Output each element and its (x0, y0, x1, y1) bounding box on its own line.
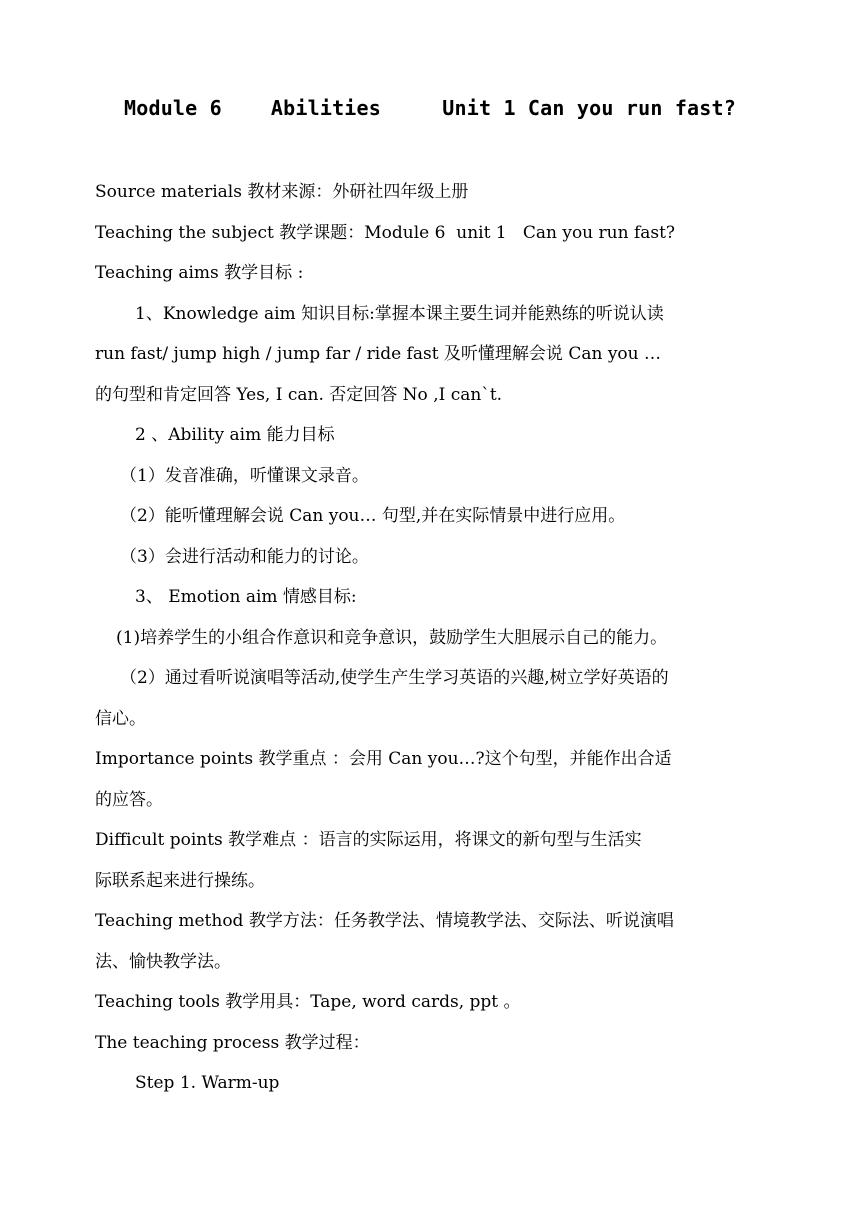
ability-aim-item-2: （2）能听懂理解会说 Can you… 句型,并在实际情景中进行应用。 (120, 506, 626, 526)
importance-points-line: Importance points 教学重点 ：会用 Can you…?这个句型，并能作出合适 (95, 749, 672, 769)
source-materials-line: Source materials 教材来源：外研社四年级上册 (95, 182, 469, 202)
emotion-aim-heading: 3、 Emotion aim 情感目标: (135, 587, 357, 607)
knowledge-aim-line: 1、Knowledge aim 知识目标:掌握本课主要生词并能熟练的听说认读 (135, 304, 664, 324)
difficult-points-line-2: 际联系起来进行操练。 (95, 871, 265, 891)
knowledge-aim-line-3: 的句型和肯定回答 Yes, I can. 否定回答 No ,I can`t. (95, 385, 503, 405)
teaching-subject-line: Teaching the subject 教学课题：Module 6 unit 1 Can you run fast? (95, 223, 676, 243)
difficult-points-line: Difficult points 教学难点 ：语言的实际运用，将课文的新句型与生活实 (95, 830, 642, 850)
emotion-aim-item-2: （2）通过看听说演唱等活动,使学生产生学习英语的兴趣,树立学好英语的 (120, 668, 669, 688)
teaching-method-line-2: 法、愉快教学法。 (95, 952, 231, 972)
emotion-aim-item-2-cont: 信心。 (95, 709, 146, 729)
ability-aim-item-1: （1）发音准确，听懂课文录音。 (120, 466, 369, 486)
step-1-heading: Step 1. Warm-up (135, 1073, 280, 1093)
emotion-aim-item-1: (1)培养学生的小组合作意识和竞争意识，鼓励学生大胆展示自己的能力。 (116, 628, 668, 648)
knowledge-aim-line-2: run fast/ jump high / jump far / ride fast 及听懂理解会说 Can you … (95, 344, 662, 364)
importance-points-line-2: 的应答。 (95, 790, 163, 810)
teaching-aims-heading: Teaching aims 教学目标 : (95, 263, 304, 283)
ability-aim-item-3: （3）会进行活动和能力的讨论。 (120, 547, 369, 567)
teaching-process-heading: The teaching process 教学过程： (95, 1033, 370, 1053)
teaching-tools-line: Teaching tools 教学用具：Tape, word cards, ppt 。 (95, 992, 521, 1012)
document-title: Module 6 Abilities Unit 1 Can you run fast? (123, 96, 737, 120)
ability-aim-heading: 2 、Ability aim 能力目标 (135, 425, 335, 445)
teaching-method-line: Teaching method 教学方法：任务教学法、情境教学法、交际法、听说演唱 (95, 911, 674, 931)
